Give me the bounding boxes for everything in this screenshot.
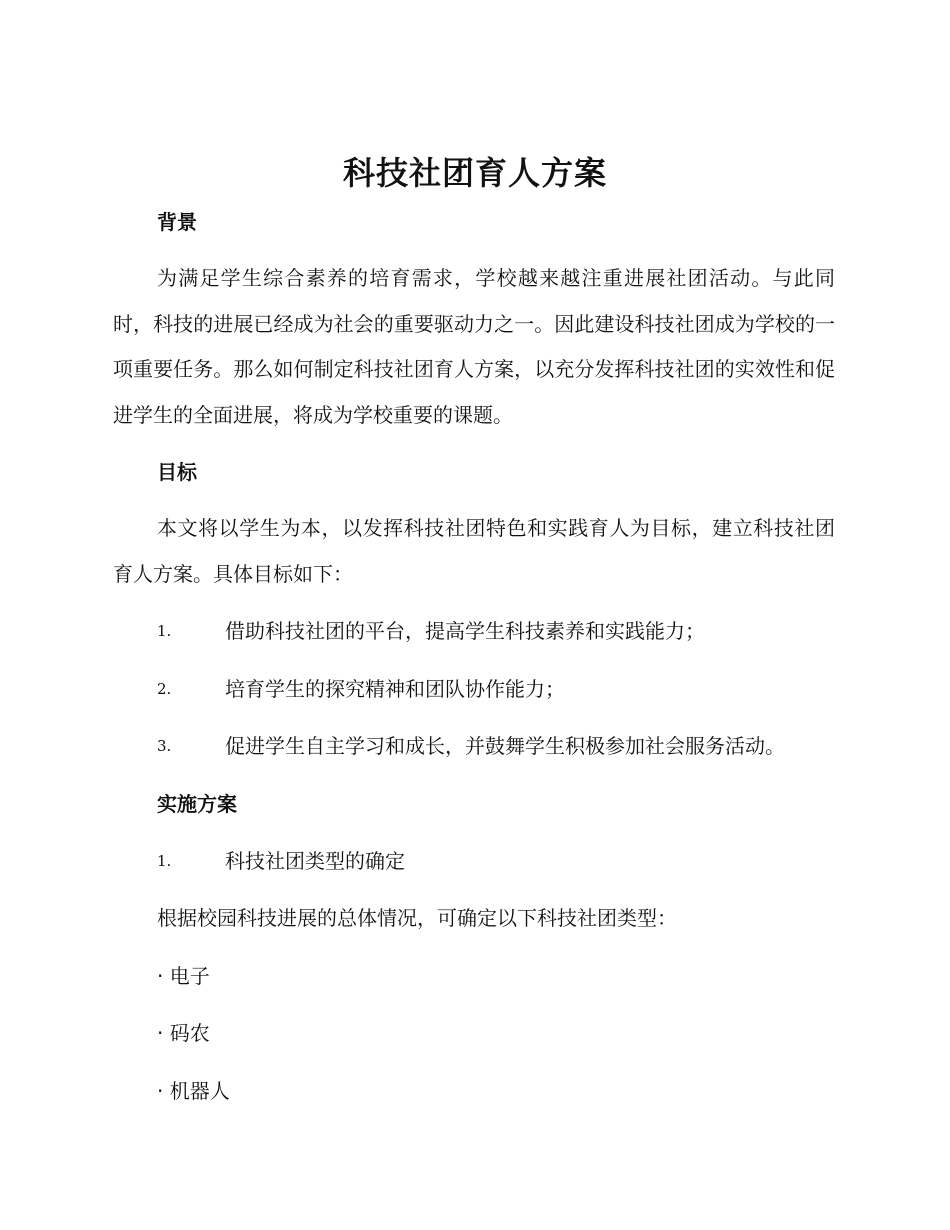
section-heading-implementation: 实施方案 xyxy=(157,792,237,816)
section-heading-background: 背景 xyxy=(157,210,197,234)
club-type-item: · 机器人 xyxy=(157,1079,230,1103)
goal-item-number: 2. xyxy=(157,680,172,698)
document-title: 科技社团育人方案 xyxy=(342,154,607,192)
goal-item-number: 1. xyxy=(157,622,172,640)
implementation-intro: 根据校园科技进展的总体情况，可确定以下科技社团类型： xyxy=(157,906,677,930)
section-heading-goals: 目标 xyxy=(157,460,197,484)
background-paragraph: 为满足学生综合素养的培育需求，学校越来越注重进展社团活动。与此同时，科技的进展已经成为社会的重要驱动力之一。因此建设科技社团成为学校的一项重要任务。那么如何制定科技社团育人方案，以充分发挥科技社团的实效性和促进学生的全面进展，将成为学校重要的课题。 xyxy=(113,266,835,427)
goals-paragraph: 本文将以学生为本，以发挥科技社团特色和实践育人为目标，建立科技社团育人方案。具体目标如下： xyxy=(113,516,835,586)
goal-item-text: 培育学生的探究精神和团队协作能力； xyxy=(225,677,565,701)
goal-item-text: 促进学生自主学习和成长，并鼓舞学生积极参加社会服务活动。 xyxy=(225,734,785,758)
club-type-item: · 电子 xyxy=(157,964,210,988)
club-type-item: · 码农 xyxy=(157,1021,210,1045)
implementation-step-text: 科技社团类型的确定 xyxy=(225,849,405,873)
implementation-step-number: 1. xyxy=(157,852,172,870)
goal-item-number: 3. xyxy=(157,737,172,755)
goal-item-text: 借助科技社团的平台，提高学生科技素养和实践能力； xyxy=(225,619,705,643)
